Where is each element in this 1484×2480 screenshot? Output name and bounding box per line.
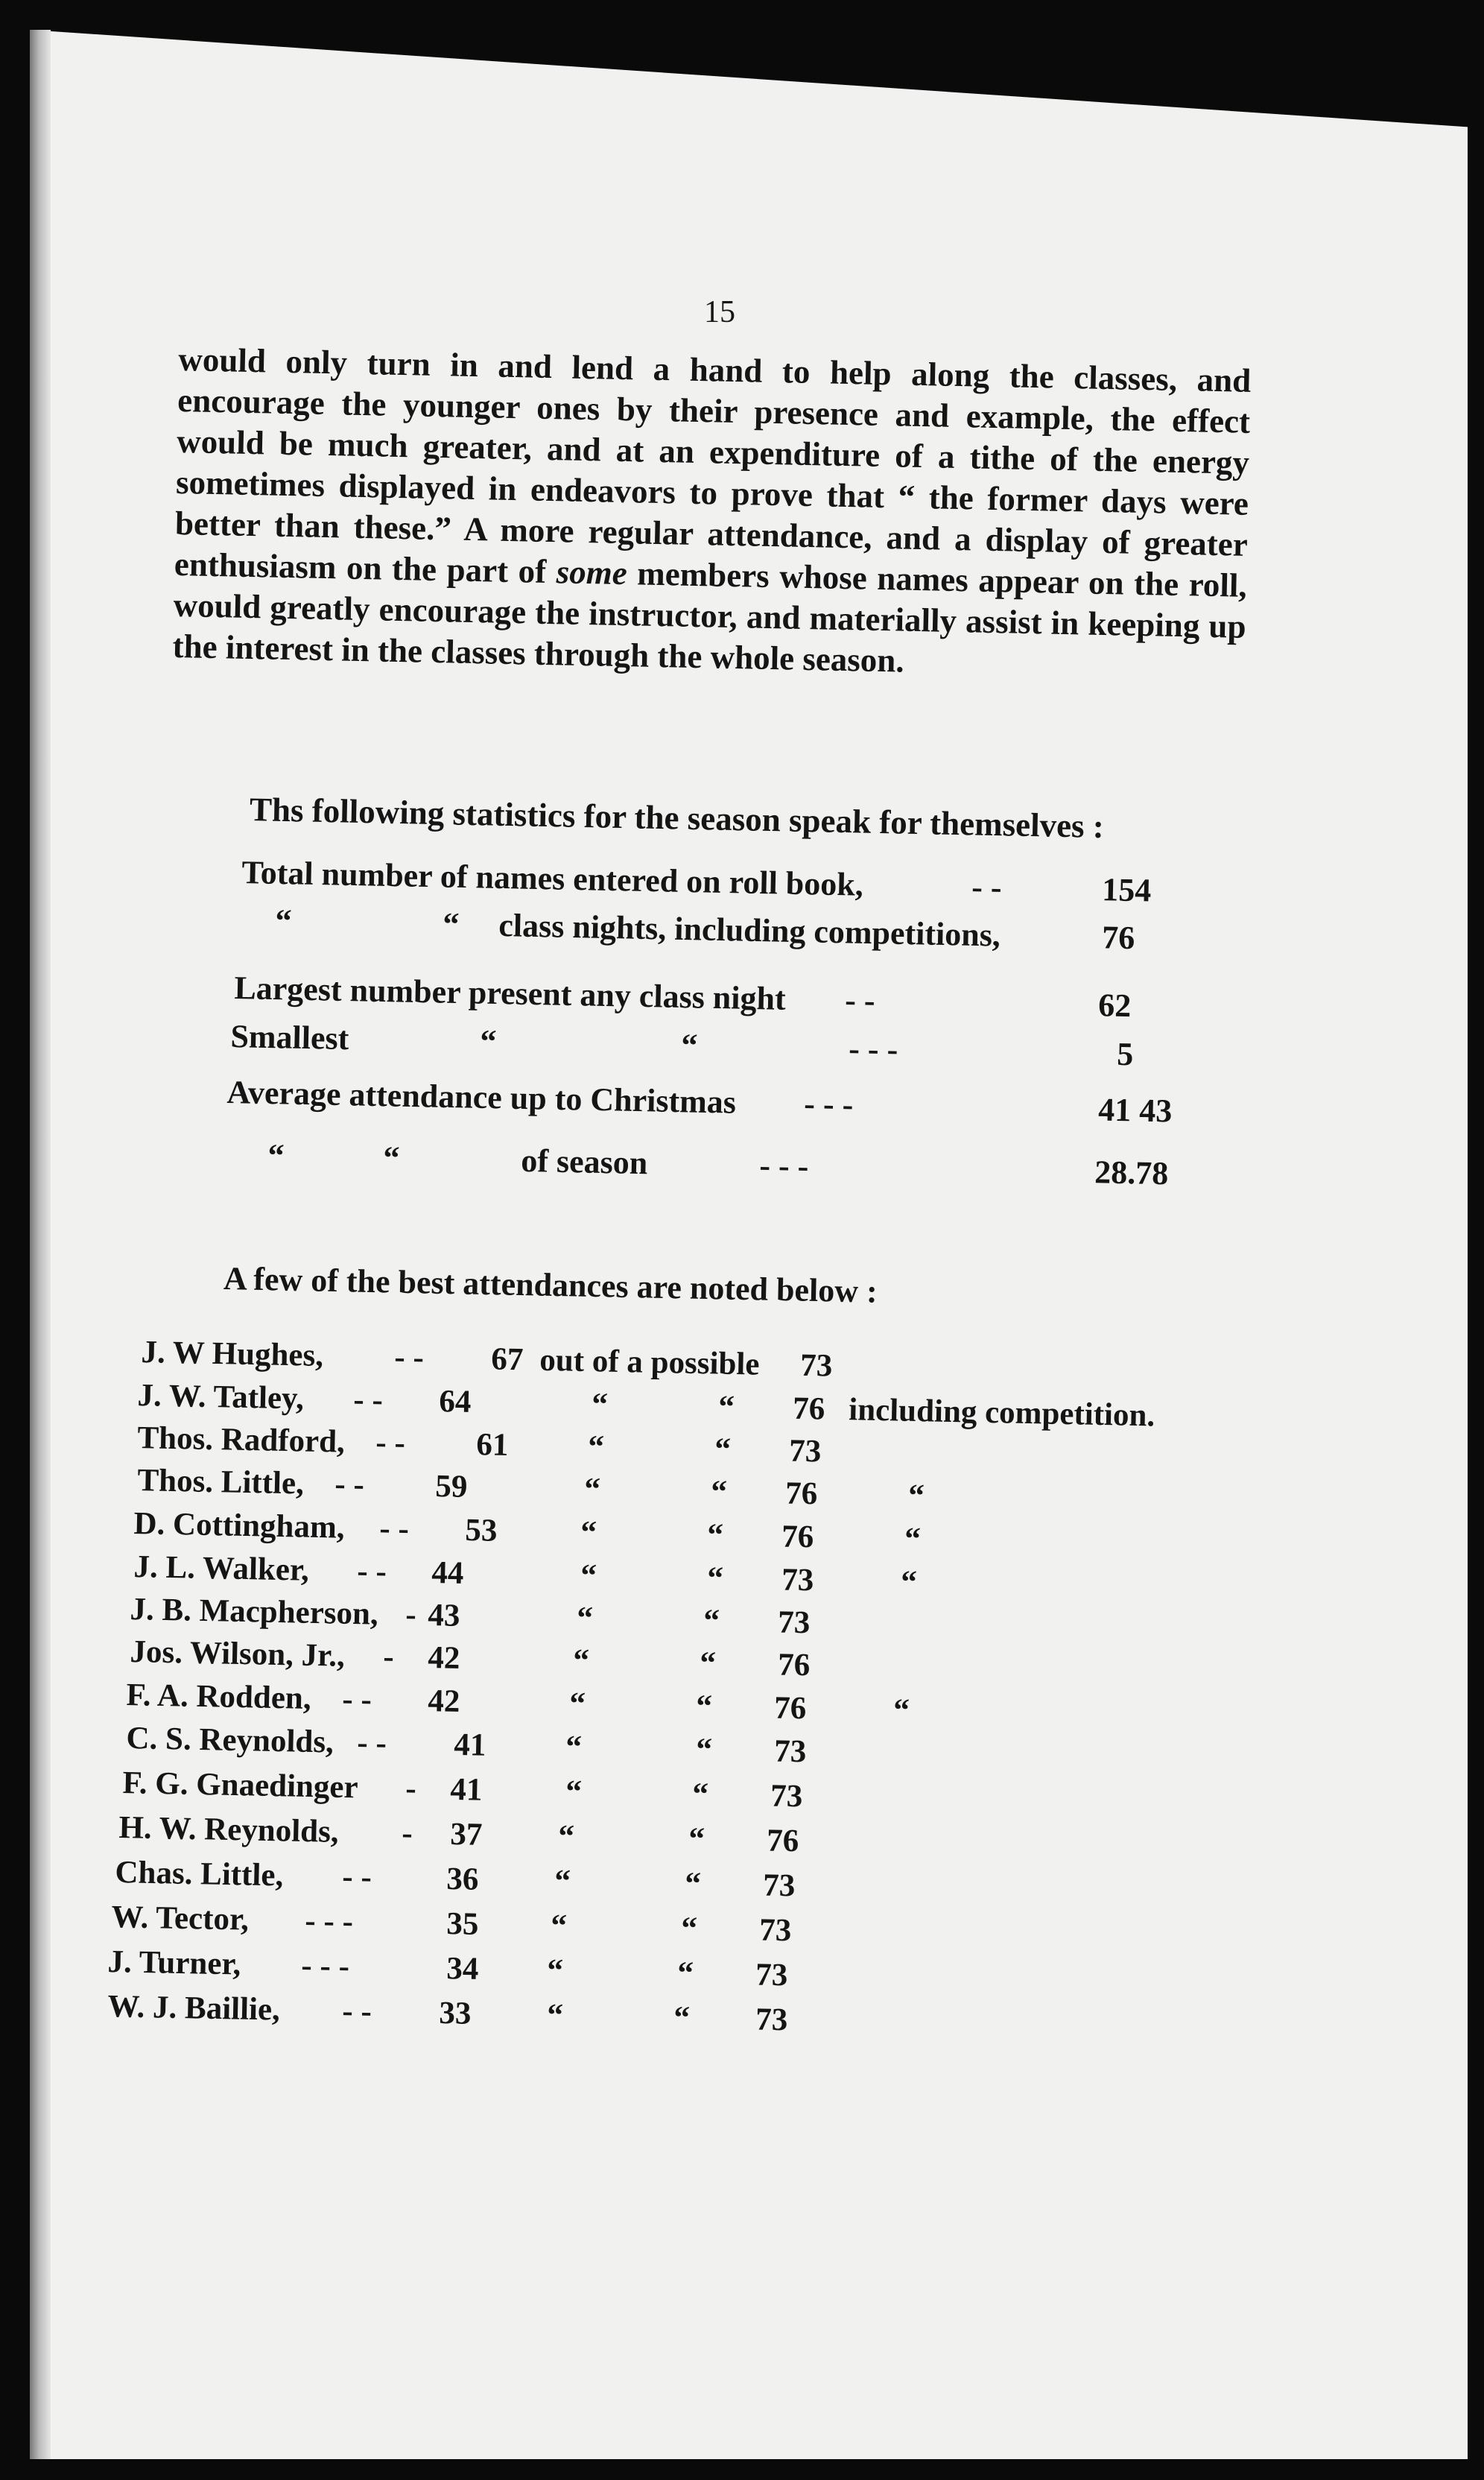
- possible-total: 73: [770, 1778, 803, 1815]
- stat-ditto: “: [267, 1136, 285, 1174]
- ditto-mark: “: [546, 1952, 564, 1989]
- attendance-count: 41: [453, 1727, 486, 1763]
- ditto-mark: “: [706, 1517, 724, 1553]
- stat-ditto: “: [680, 1027, 698, 1064]
- row-dashes: - -: [375, 1425, 406, 1461]
- stat-value: 28.78: [1094, 1154, 1169, 1192]
- page-number: 15: [704, 295, 735, 329]
- member-name: Thos. Little,: [137, 1462, 305, 1502]
- member-name: D. Cottingham,: [133, 1505, 346, 1546]
- row-dashes: - - -: [300, 1948, 350, 1984]
- row-dashes: - -: [341, 1681, 372, 1718]
- ditto-mark: “: [695, 1689, 713, 1724]
- possible-total: 73: [773, 1733, 807, 1770]
- ditto-mark: “: [572, 1642, 590, 1679]
- stat-label: Smallest: [229, 1017, 349, 1057]
- possible-total: 73: [788, 1433, 822, 1470]
- stat-dashes: - - -: [803, 1085, 854, 1123]
- attendance-count: 36: [445, 1861, 479, 1897]
- attendance-count: 37: [449, 1816, 483, 1853]
- ditto-mark: “: [673, 2000, 691, 2036]
- possible-total: 76: [792, 1391, 825, 1427]
- ditto-mark: “: [557, 1818, 575, 1855]
- row-dashes: -: [405, 1771, 417, 1806]
- possible-total: 76: [781, 1519, 814, 1555]
- ditto-mark: “: [591, 1387, 609, 1423]
- stat-value: 41 43: [1097, 1091, 1173, 1130]
- attendance-count: 61: [475, 1427, 509, 1463]
- possible-total: 76: [784, 1475, 818, 1512]
- stat-value: 5: [1116, 1035, 1134, 1073]
- stat-value: 76: [1101, 919, 1135, 957]
- ditto-mark: “: [695, 1732, 713, 1768]
- possible-total: 73: [799, 1347, 833, 1384]
- possible-total: 73: [777, 1604, 811, 1641]
- member-name: H. W. Reynolds,: [118, 1809, 340, 1850]
- stat-ditto: “: [479, 1022, 497, 1060]
- ditto-mark: “: [714, 1432, 732, 1467]
- ditto-mark: “: [580, 1515, 597, 1551]
- ditto-mark: “: [710, 1474, 728, 1510]
- member-name: F. A. Rodden,: [126, 1677, 312, 1716]
- ditto-mark: “: [706, 1560, 724, 1596]
- possible-total: 73: [781, 1562, 814, 1598]
- possible-total: 73: [755, 1957, 788, 1993]
- member-name: J. B. Macpherson,: [130, 1591, 379, 1632]
- row-dashes: - - -: [304, 1903, 354, 1940]
- stat-ditto: “: [442, 905, 460, 943]
- member-name: J. L. Walker,: [133, 1549, 310, 1588]
- row-dashes: - -: [378, 1511, 410, 1547]
- member-name: J. Turner,: [107, 1943, 241, 1982]
- paragraph-text-end: members whose names appear on the roll, would greatly encourage the instructor, and materially assist in keeping up the interest in the classes through the whole season.: [172, 554, 1248, 680]
- attendance-count: 35: [445, 1906, 479, 1942]
- attendance-count: 34: [445, 1951, 479, 1987]
- page-edge-shadow: [30, 30, 51, 2459]
- row-dashes: - -: [334, 1467, 365, 1503]
- possible-total: 76: [773, 1690, 807, 1727]
- stat-label: of season: [520, 1142, 648, 1182]
- possible-total: 73: [762, 1867, 796, 1904]
- attendance-count: 33: [438, 1995, 472, 2031]
- stat-dashes: - - -: [848, 1030, 898, 1068]
- stat-label: Average attendance up to Christmas: [226, 1073, 737, 1121]
- ditto-mark: “: [680, 1911, 698, 1946]
- attendance-count: 43: [427, 1598, 460, 1633]
- ditto-mark: “: [684, 1866, 702, 1902]
- stat-ditto: “: [274, 902, 292, 940]
- ditto-mark: “: [892, 1692, 910, 1729]
- attendance-count: 67: [490, 1341, 524, 1378]
- member-name: W. Tector,: [111, 1899, 250, 1938]
- ditto-mark: “: [565, 1729, 583, 1765]
- row-dashes: -: [405, 1597, 417, 1633]
- attendance-count: 44: [431, 1555, 464, 1591]
- attendance-count: 42: [427, 1683, 460, 1719]
- ditto-mark: “: [699, 1645, 717, 1681]
- statistics-intro: Ths following statistics for the season speak for themselves :: [249, 791, 1105, 846]
- ditto-mark: “: [565, 1774, 583, 1810]
- ditto-mark: “: [717, 1389, 735, 1426]
- stat-label: Largest number present any class night: [233, 969, 787, 1017]
- ditto-mark: “: [568, 1686, 586, 1722]
- stat-dashes: - -: [844, 981, 876, 1019]
- stat-value: 154: [1101, 871, 1152, 909]
- row-dashes: - -: [356, 1725, 387, 1762]
- possible-total: 73: [755, 2002, 788, 2038]
- member-name: Thos. Radford,: [137, 1420, 346, 1460]
- attendance-count: 41: [449, 1771, 483, 1808]
- member-name: F. G. Gnaedinger: [122, 1765, 359, 1806]
- row-dashes: - -: [341, 1993, 372, 2030]
- row-dashes: - -: [356, 1554, 387, 1589]
- member-name: J. W Hughes,: [141, 1334, 324, 1373]
- possible-total: 76: [777, 1647, 811, 1683]
- possible-total: 76: [766, 1823, 799, 1859]
- attendance-count: 64: [438, 1384, 472, 1420]
- attendance-count: 59: [434, 1469, 468, 1505]
- member-name: C. S. Reynolds,: [126, 1720, 334, 1760]
- ditto-mark: “: [691, 1777, 709, 1812]
- member-name: W. J. Baillie,: [107, 1988, 281, 2028]
- attendance-count: 53: [464, 1512, 498, 1549]
- attendance-count: 42: [427, 1640, 460, 1676]
- ditto-mark: “: [576, 1601, 594, 1636]
- body-paragraph: [172, 339, 1252, 689]
- ditto-mark: “: [688, 1821, 705, 1857]
- member-name: Chas. Little,: [115, 1854, 284, 1894]
- row-note: including competition.: [848, 1392, 1155, 1434]
- row-dashes: - -: [352, 1382, 384, 1418]
- out-of-label: out of a possible: [539, 1342, 760, 1382]
- stat-label: Total number of names entered on roll book,: [241, 853, 864, 903]
- ditto-mark: “: [587, 1429, 605, 1465]
- ditto-mark: “: [907, 1478, 925, 1514]
- stat-label: class nights, including competitions,: [498, 907, 1001, 954]
- member-name: Jos. Wilson, Jr.,: [130, 1633, 346, 1674]
- row-dashes: -: [382, 1639, 395, 1675]
- member-name: J. W. Tatley,: [137, 1377, 305, 1417]
- stat-ditto: “: [382, 1139, 400, 1177]
- ditto-mark: “: [900, 1564, 918, 1601]
- ditto-mark: “: [676, 1955, 694, 1991]
- ditto-mark: “: [583, 1472, 601, 1508]
- row-dashes: - -: [393, 1339, 425, 1376]
- ditto-mark: “: [550, 1908, 568, 1944]
- row-dashes: -: [401, 1815, 413, 1851]
- ditto-mark: “: [554, 1863, 571, 1899]
- attendance-intro: A few of the best attendances are noted below :: [223, 1260, 878, 1310]
- ditto-mark: “: [580, 1558, 597, 1594]
- paragraph-emphasis: some: [556, 553, 628, 592]
- stat-value: 62: [1097, 987, 1132, 1025]
- stat-dashes: - -: [971, 868, 1003, 906]
- stat-dashes: - - -: [758, 1147, 809, 1185]
- ditto-mark: “: [904, 1521, 922, 1557]
- paragraph-text-start: would only turn in and lend a hand to help along the classes, and encourage the younger ones by their presence and example, the effect would be much greater, and at an expenditure of a tithe of the energy sometimes displayed in endeavors to prove that “ the former days were better than these.” A more regular attendance, and a display of greater enthusiasm on the part of: [174, 340, 1252, 590]
- possible-total: 73: [758, 1912, 792, 1949]
- row-dashes: - -: [341, 1859, 372, 1895]
- ditto-mark: “: [703, 1603, 720, 1639]
- ditto-mark: “: [546, 1997, 564, 2034]
